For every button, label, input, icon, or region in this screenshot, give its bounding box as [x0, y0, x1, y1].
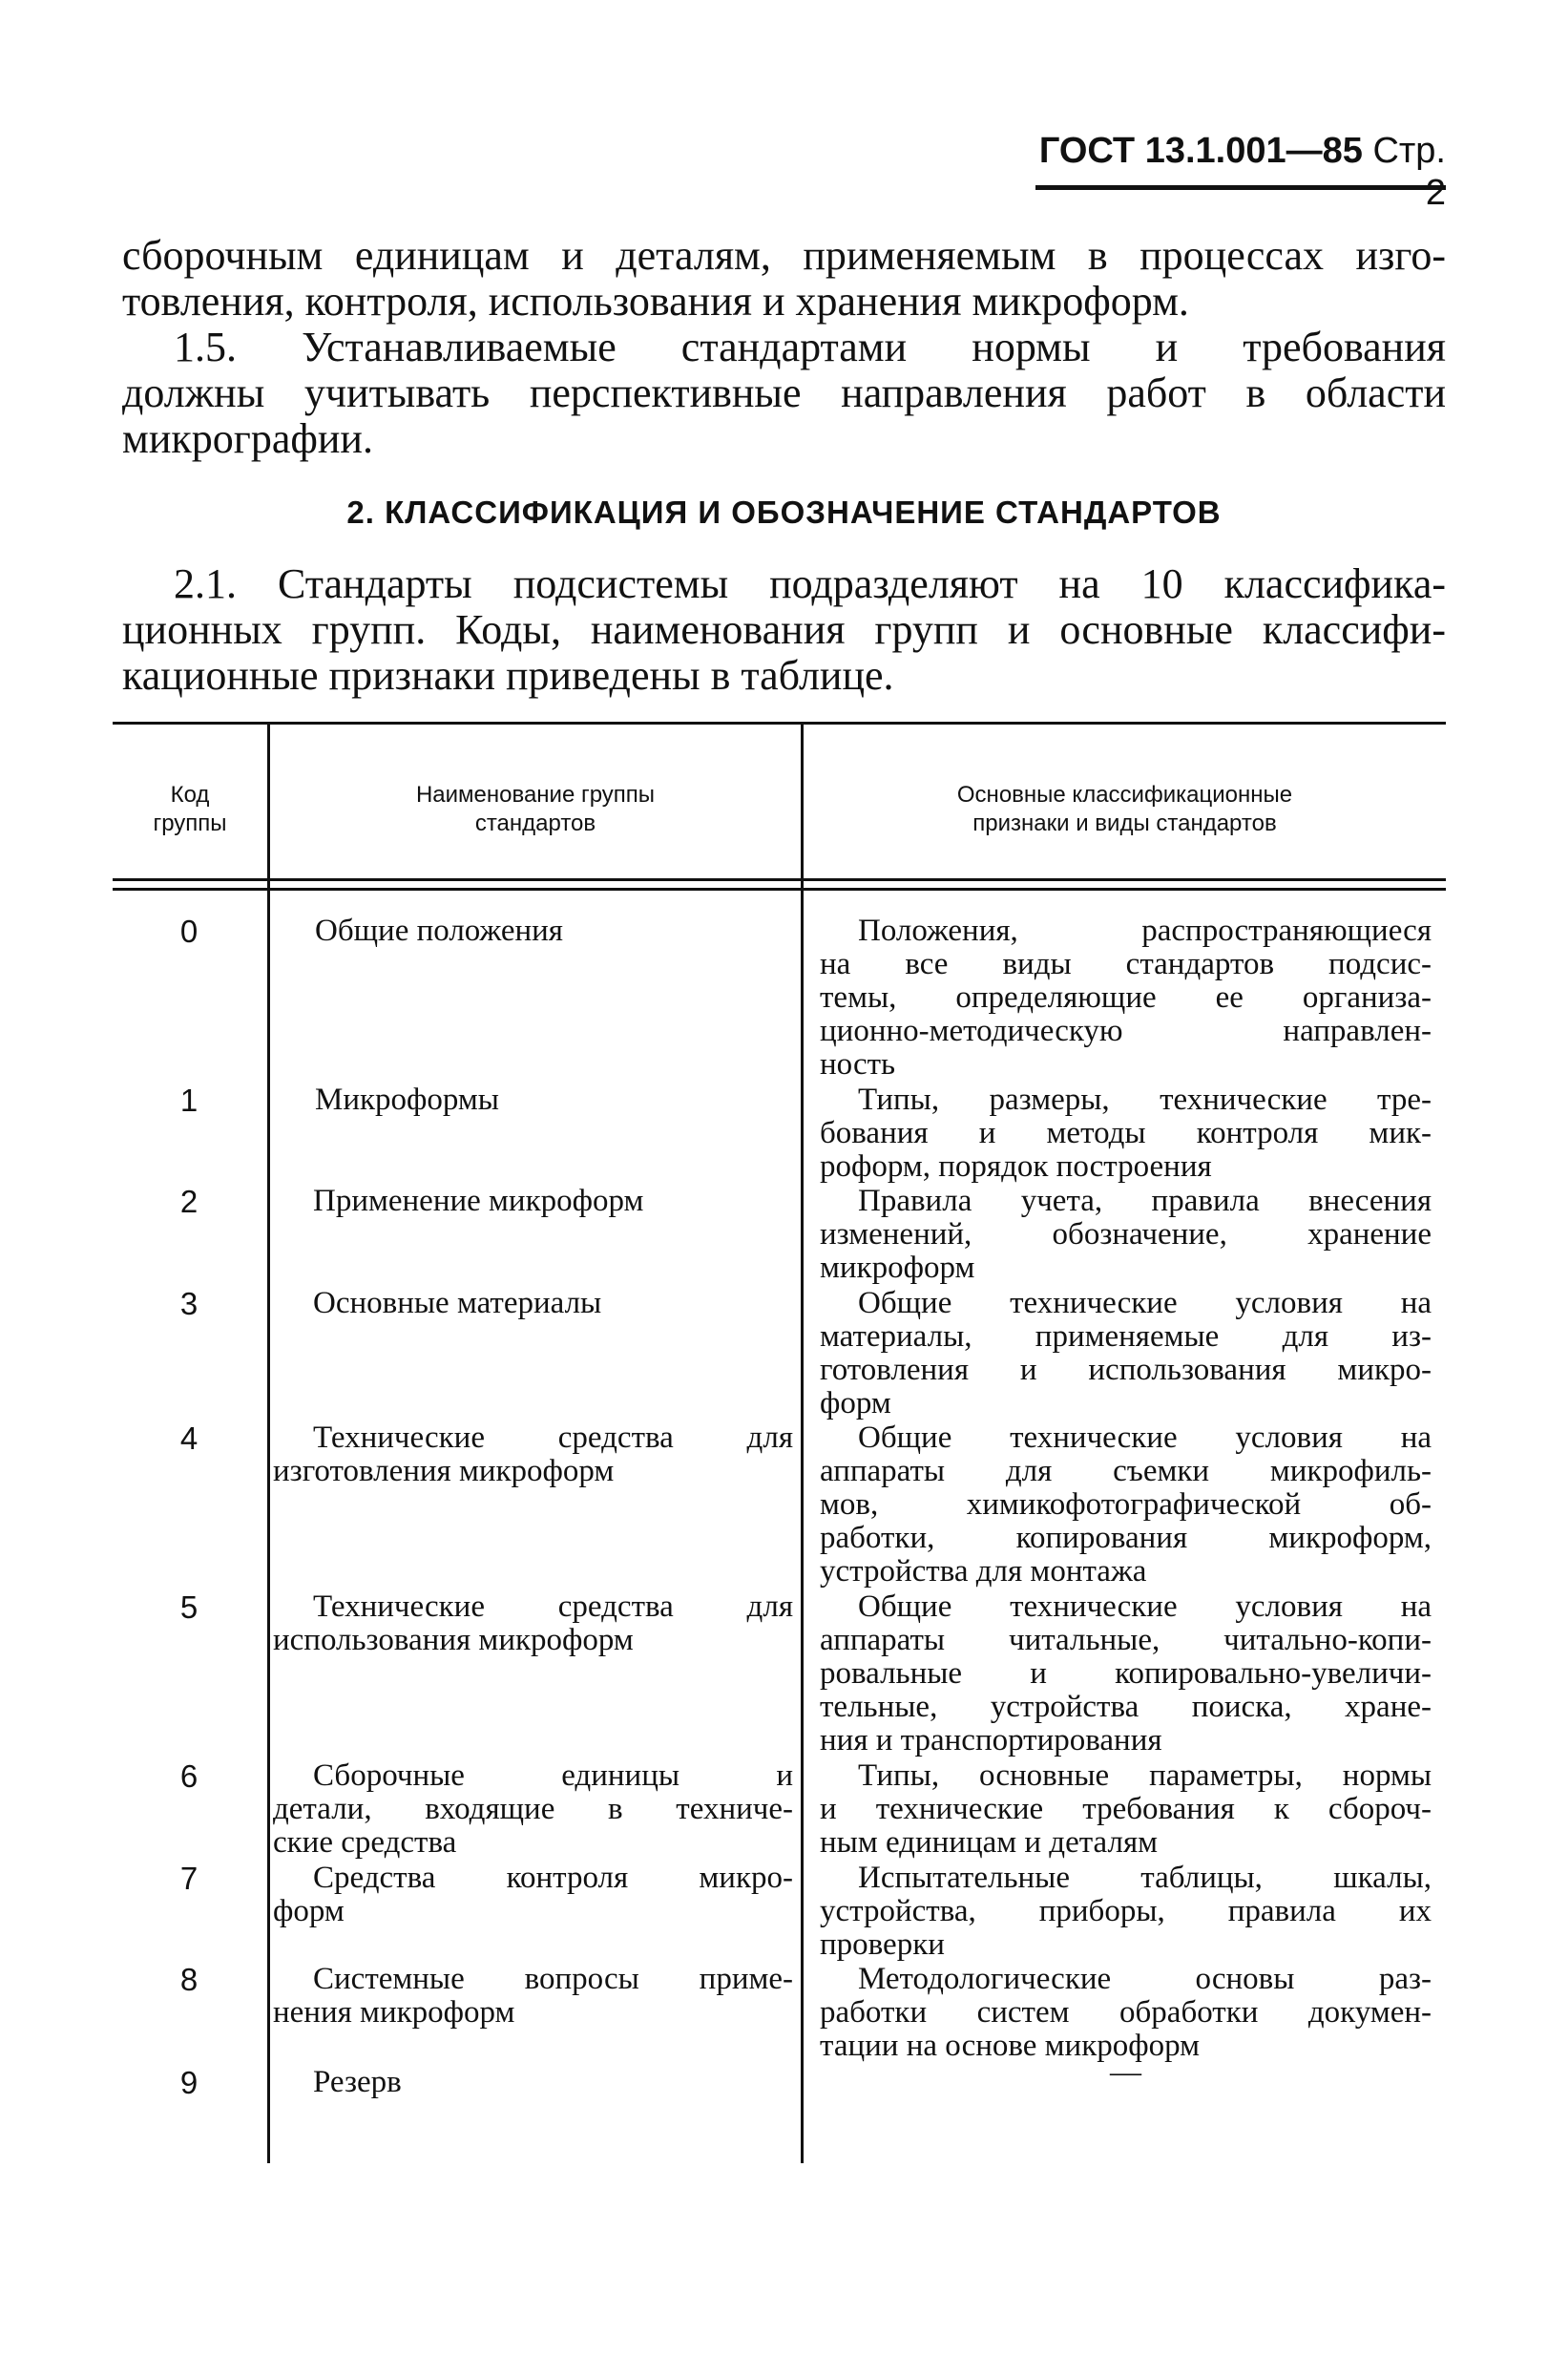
features-line: готовления и использования микро- [820, 1353, 1432, 1387]
features-line: устройства, приборы, правила их [820, 1894, 1432, 1928]
features-line: Типы, основные параметры, нормы [858, 1758, 1432, 1793]
name-line: Применение микроформ [313, 1184, 644, 1218]
group-code: 3 [179, 1286, 199, 1321]
text-line: 1.5. Устанавливаемые стандартами нормы и требования [174, 324, 1446, 370]
group-code: 0 [179, 914, 199, 949]
name-line: Системные вопросы приме- [313, 1962, 793, 1996]
header-line: Основные классификационные [956, 782, 1293, 808]
features-line: материалы, применяемые для из- [820, 1319, 1432, 1354]
group-name [273, 1421, 793, 1488]
name-line: изготовления микроформ [273, 1454, 615, 1488]
header-rule [113, 888, 1446, 891]
text-line: 2.1. Стандарты подсистемы подразделяют на 10 классифика- [174, 560, 1446, 607]
features-line: ния и транспортирования [820, 1723, 1162, 1757]
clause-2-1 [122, 561, 1446, 699]
group-name [273, 1963, 793, 2030]
text-line: ционных групп. Коды, наименования групп и основные классифи- [122, 606, 1446, 653]
text-line: должны учитывать перспективные направления работ в области [122, 369, 1446, 416]
text-line: сборочным единицам и деталям, применяемым в процессах изго- [122, 232, 1446, 279]
group-code: 6 [179, 1758, 199, 1794]
features-line: проверки [820, 1927, 945, 1962]
features-line: аппараты читальные, читально-копи- [820, 1623, 1432, 1657]
group-name [273, 1759, 793, 1860]
group-code: 7 [179, 1861, 199, 1896]
features-line: Общие технические условия на [858, 1589, 1432, 1624]
page-number: Стр. 2 [1372, 131, 1446, 213]
features-line: ровальные и копировально-увеличи- [820, 1656, 1432, 1691]
name-line: использования микроформ [273, 1623, 634, 1657]
features-line: мов, химикофотографической об- [820, 1487, 1432, 1522]
features-line: Типы, размеры, технические тре- [858, 1083, 1432, 1117]
header-line: Наименование группы [415, 782, 656, 808]
header-line: признаки и виды стандартов [972, 810, 1277, 836]
features-line: ционно-методическую направлен- [820, 1014, 1432, 1048]
features-line: и технические требования к сбороч- [820, 1792, 1432, 1826]
group-code: 9 [179, 2065, 199, 2100]
name-line: Микроформы [315, 1083, 499, 1117]
features-line: Правила учета, правила внесения [858, 1184, 1432, 1218]
features-line: бования и методы контроля мик- [820, 1116, 1432, 1150]
group-features [820, 1963, 1432, 2063]
header-line: Код [170, 782, 210, 808]
column-divider [267, 722, 270, 2163]
features-line: устройства для монтажа [820, 1554, 1147, 1589]
features-line: Испытательные таблицы, шкалы, [858, 1861, 1432, 1895]
features-line: форм [820, 1386, 891, 1421]
group-features [820, 2055, 1432, 2090]
group-features [820, 1590, 1432, 1757]
features-line: Общие технические условия на [858, 1421, 1432, 1455]
name-line: Основные материалы [313, 1286, 602, 1320]
group-code: 1 [179, 1083, 199, 1118]
text-line: товления, контроля, использования и хранения микроформ. [122, 278, 1189, 325]
group-features [820, 1084, 1432, 1184]
features-line: роформ, порядок построения [820, 1149, 1212, 1184]
clause-1-5 [122, 325, 1446, 462]
features-line: ность [820, 1047, 896, 1082]
header-rule [113, 878, 1446, 881]
name-line: форм [273, 1894, 345, 1928]
features-line: работки, копирования микроформ, [820, 1521, 1432, 1555]
group-features [820, 915, 1432, 1082]
header-line: группы [153, 810, 227, 836]
header-name [270, 781, 801, 838]
header-code [113, 781, 267, 838]
page-header [1035, 130, 1446, 213]
group-code: 5 [179, 1589, 199, 1625]
features-line: аппараты для съемки микрофиль- [820, 1454, 1432, 1488]
features-line: ным единицам и деталям [820, 1825, 1159, 1860]
features-line: изменений, обозначение, хранение [820, 1217, 1432, 1252]
standard-number: ГОСТ 13.1.001—85 [1038, 131, 1363, 171]
name-line: ские средства [273, 1825, 457, 1860]
group-features [820, 1185, 1432, 1285]
text-line: кационные признаки приведены в таблице. [122, 652, 894, 699]
name-line: нения микроформ [273, 1995, 515, 2030]
classification-table [113, 722, 1446, 2173]
name-line: Средства контроля микро- [313, 1861, 793, 1895]
name-line: Общие положения [315, 914, 563, 948]
group-features [820, 1421, 1432, 1589]
group-features [820, 1759, 1432, 1860]
text-line: микрографии. [122, 415, 373, 462]
header-line: стандартов [474, 810, 596, 836]
group-code: 4 [179, 1421, 199, 1456]
features-line: на все виды стандартов подсис- [820, 947, 1432, 981]
features-line: тации на основе микроформ [820, 2029, 1201, 2063]
group-code: 8 [179, 1962, 199, 1997]
header-features [804, 781, 1446, 838]
group-name [273, 1590, 793, 1657]
group-code: 2 [179, 1184, 199, 1219]
section-title: 2. КЛАССИФИКАЦИЯ И ОБОЗНАЧЕНИЕ СТАНДАРТОВ [346, 495, 1222, 530]
table-top-rule [113, 722, 1446, 725]
features-line: Положения, распространяющиеся [858, 914, 1432, 948]
features-line: — [1110, 2055, 1141, 2090]
group-name [273, 1862, 793, 1928]
group-features [820, 1287, 1432, 1421]
name-line: Технические средства для [313, 1421, 793, 1455]
name-line: Технические средства для [313, 1589, 793, 1624]
features-line: тельные, устройства поиска, хране- [820, 1690, 1432, 1724]
name-line: Сборочные единицы и [313, 1758, 793, 1793]
intro-paragraph [122, 233, 1446, 325]
features-line: Методологические основы раз- [858, 1962, 1432, 1996]
group-features [820, 1862, 1432, 1962]
features-line: темы, определяющие ее организа- [820, 980, 1432, 1015]
name-line: детали, входящие в техниче- [273, 1792, 793, 1826]
features-line: Общие технические условия на [858, 1286, 1432, 1320]
features-line: работки систем обработки докумен- [820, 1995, 1432, 2030]
features-line: микроформ [820, 1251, 975, 1285]
name-line: Резерв [313, 2065, 402, 2099]
